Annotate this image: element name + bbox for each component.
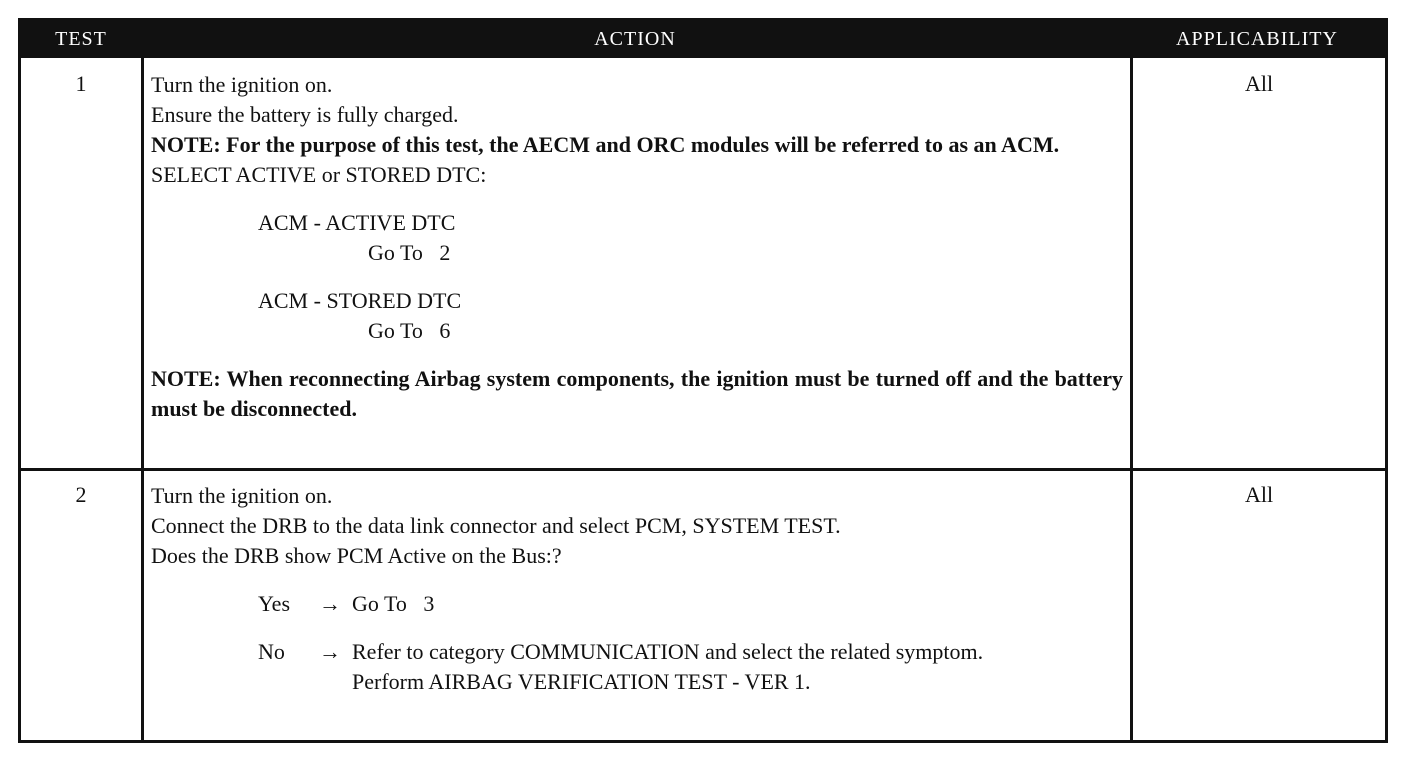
no-result — [352, 637, 1104, 697]
option-active-dtc: ACM - ACTIVE DTC — [258, 210, 456, 235]
applicability-1: All — [1244, 71, 1274, 96]
yes-label: Yes — [258, 591, 291, 616]
row-divider — [21, 468, 1385, 471]
action-line: Connect the DRB to the data link connector and select PCM, SYSTEM TEST. — [151, 513, 841, 538]
action-line: Ensure the battery is fully charged. — [151, 102, 459, 127]
test-number-2: 2 — [75, 482, 87, 507]
action-line: SELECT ACTIVE or STORED DTC: — [151, 162, 487, 187]
right-arrow-icon: → — [319, 591, 341, 616]
table-header — [21, 21, 1385, 58]
no-branch — [151, 637, 1123, 697]
no-result-text: Refer to category COMMUNICATION and select the related symptom. — [352, 639, 984, 664]
action-cell-1 — [151, 70, 1123, 424]
goto-step: Go To 2 — [368, 240, 451, 265]
action-cell-2 — [151, 481, 1123, 697]
no-result-text-2: Perform AIRBAG VERIFICATION TEST - VER 1. — [352, 669, 811, 694]
yes-result: Go To 3 — [352, 591, 435, 616]
note-text: NOTE: When reconnecting Airbag system components, the ignition must be turned off and the battery must be disconnected. — [151, 366, 1123, 421]
action-line: Does the DRB show PCM Active on the Bus:? — [151, 543, 562, 568]
option-stored-dtc: ACM - STORED DTC — [258, 288, 462, 313]
header-action: ACTION — [594, 28, 676, 50]
column-divider — [141, 58, 144, 740]
test-number-1: 1 — [75, 71, 87, 96]
applicability-2: All — [1244, 482, 1274, 507]
goto-step: Go To 6 — [368, 318, 451, 343]
no-label: No — [258, 639, 285, 664]
header-test: TEST — [55, 28, 107, 50]
yes-branch — [151, 589, 1123, 619]
right-arrow-icon: → — [319, 639, 341, 664]
diagnostic-table — [18, 18, 1388, 743]
column-divider — [1130, 58, 1133, 740]
action-line: Turn the ignition on. — [151, 483, 333, 508]
note-text: NOTE: For the purpose of this test, the AECM and ORC modules will be referred to as an ACM. — [151, 132, 1060, 157]
header-applicability: APPLICABILITY — [1176, 28, 1338, 50]
action-line: Turn the ignition on. — [151, 72, 333, 97]
